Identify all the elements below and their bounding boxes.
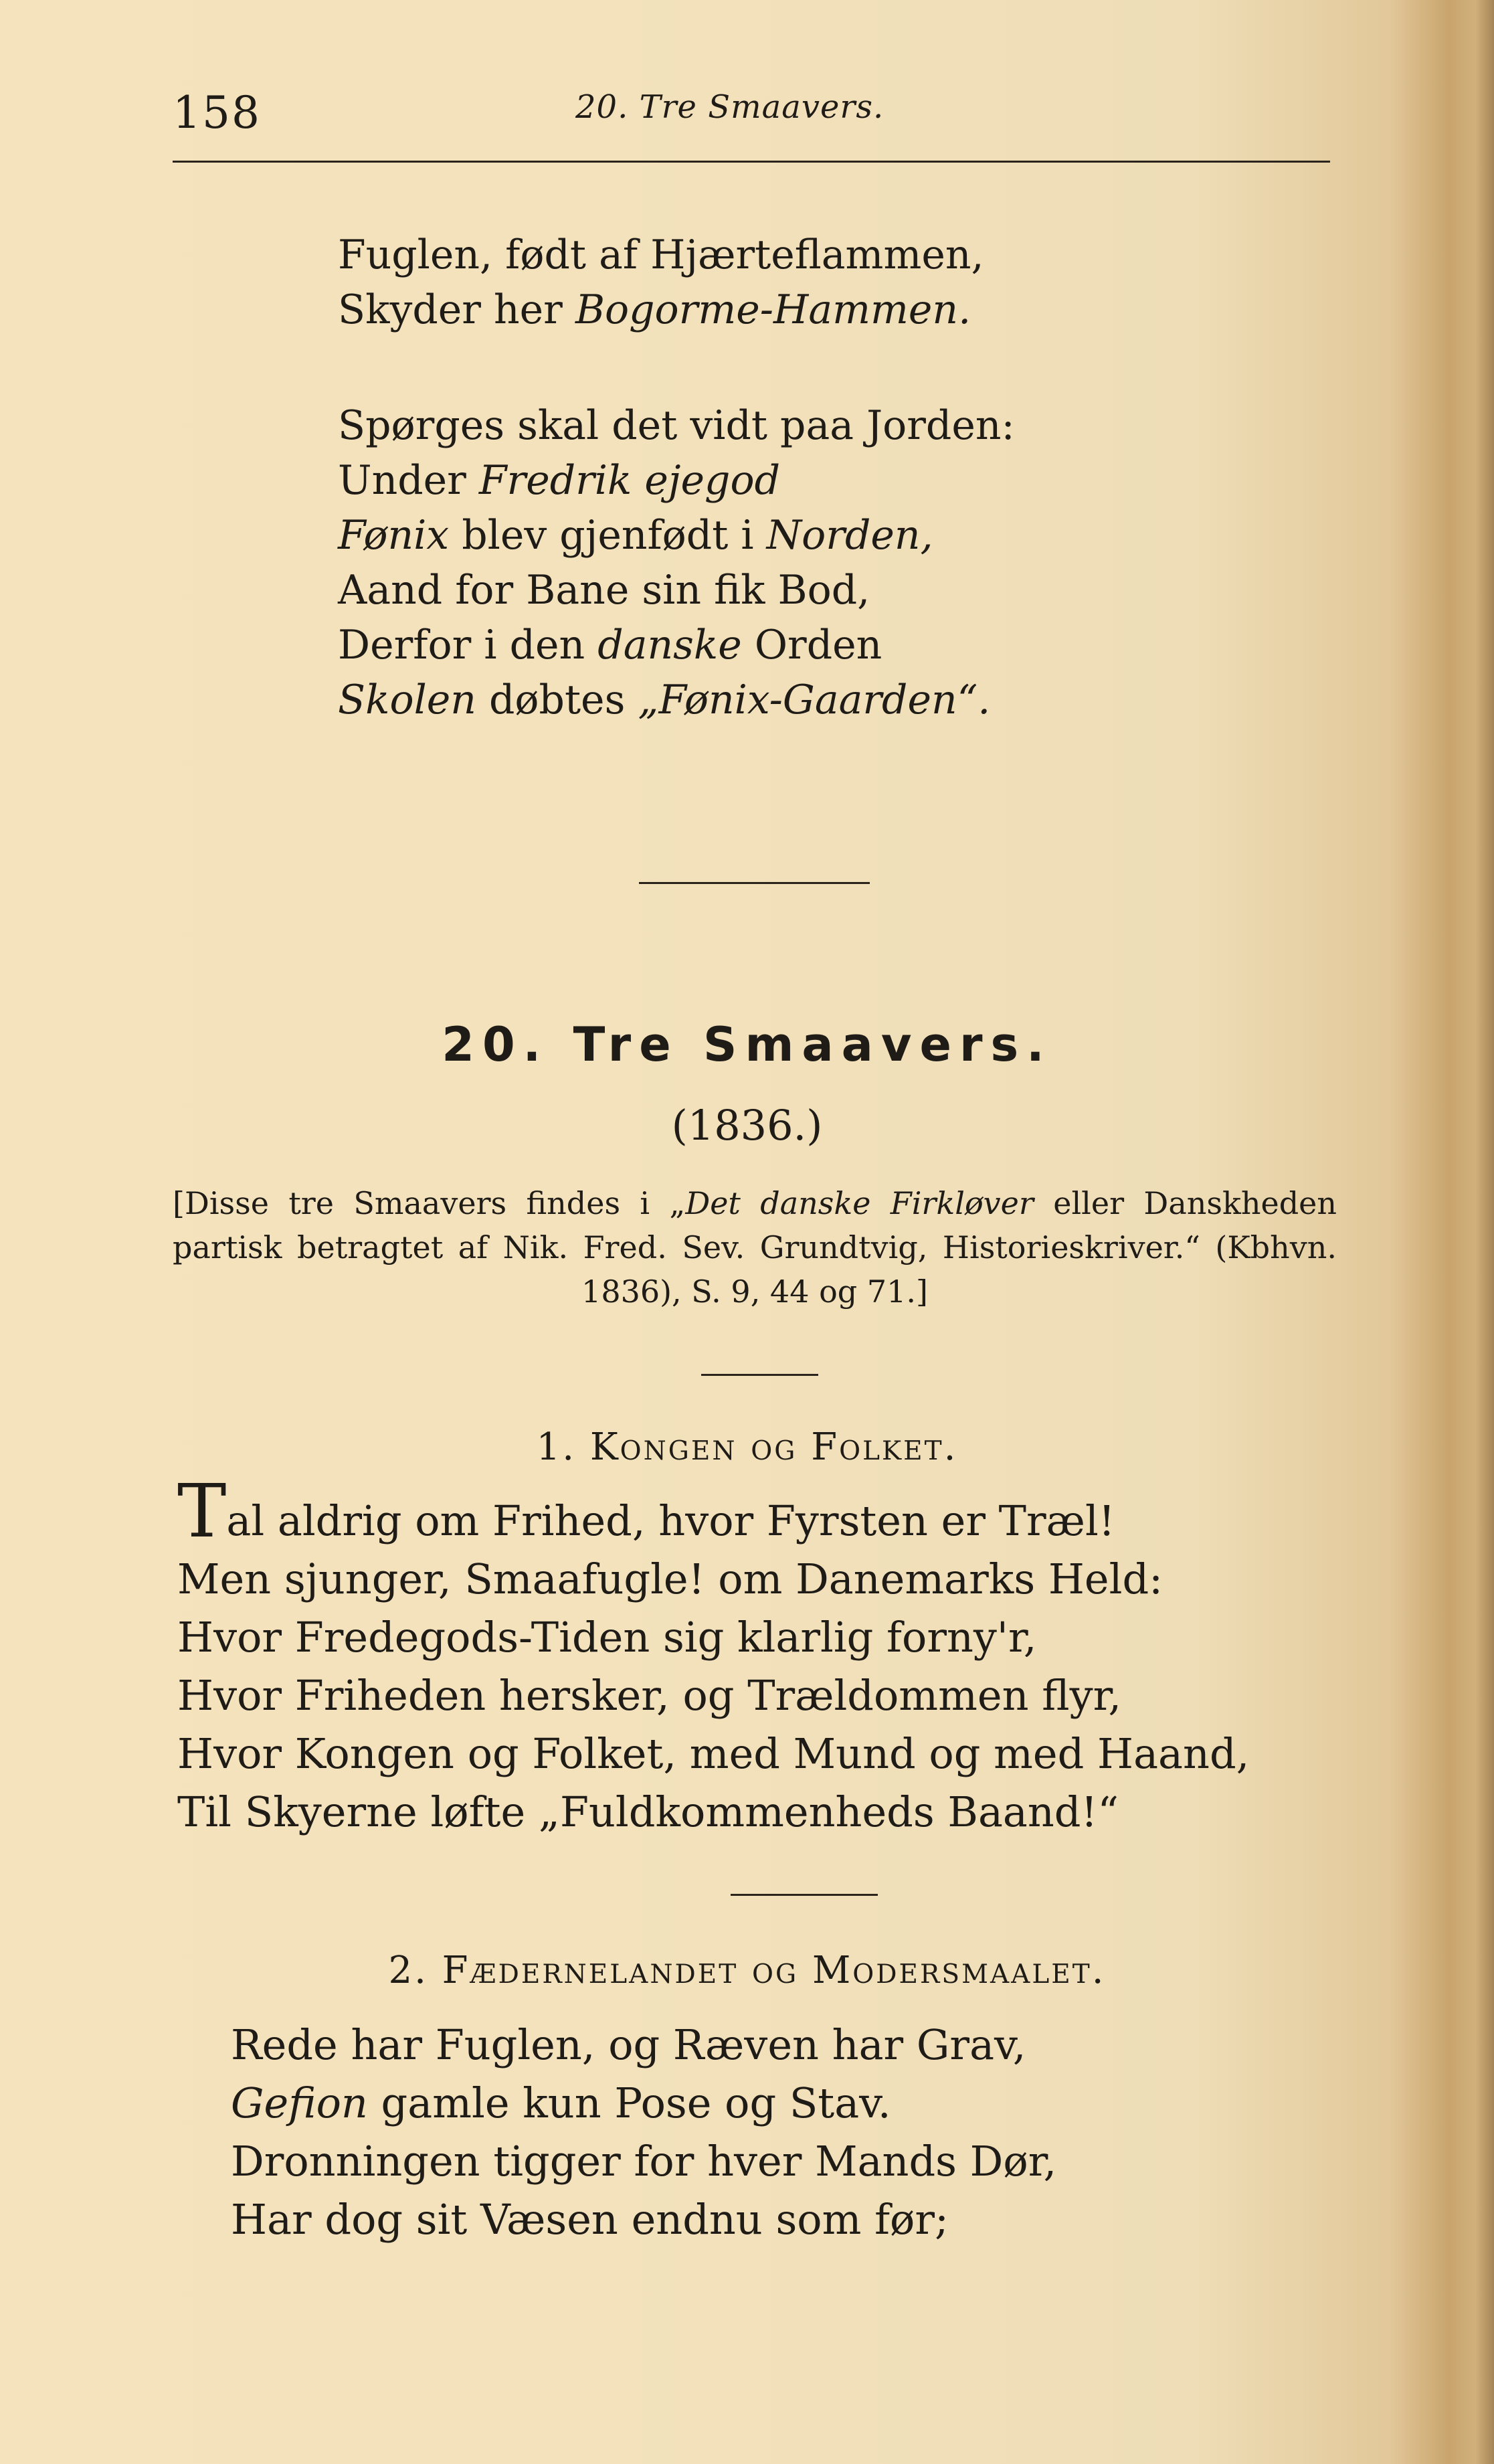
verse-line	[338, 228, 984, 282]
verse-text: Skyder her	[338, 286, 575, 333]
verse-line	[338, 618, 1015, 673]
verse-line	[338, 673, 1015, 727]
verse-text: Spørges skal det vidt paa Jorden:	[338, 402, 1015, 449]
verse-line	[177, 1468, 1249, 1554]
verse-text: Rede har Fuglen, og Ræven har Grav,	[231, 2020, 1026, 2069]
verse-line	[231, 2016, 1056, 2074]
editorial-note	[173, 1181, 1337, 1314]
verse-text: [Disse tre Smaavers findes i „	[173, 1185, 686, 1221]
verse-line	[338, 453, 1015, 508]
note-divider	[701, 1374, 818, 1376]
italic-text: Norden,	[766, 512, 933, 559]
verse-line	[338, 398, 1015, 453]
italic-text: Det danske Firkløver	[685, 1185, 1034, 1221]
verse-text: Derfor i den	[338, 622, 598, 669]
section-title: 20. Tre Smaavers.	[442, 1017, 1052, 1072]
italic-text: Skolen	[338, 677, 476, 723]
section-year: (1836.)	[671, 1101, 823, 1150]
header-rule	[173, 161, 1330, 163]
verse-text: al aldrig om Frihed, hvor Fyrsten er Træl!	[226, 1496, 1115, 1545]
verse-line	[338, 563, 1015, 618]
verse-text: Har dog sit Væsen endnu som før;	[231, 2195, 949, 2244]
page-edge-shadow	[1475, 0, 1494, 2464]
poem1-verse	[177, 1468, 1250, 1841]
italic-text: „Fønix-Gaarden“.	[638, 677, 991, 723]
verse-text: Orden	[741, 622, 882, 669]
verse-line: Hvor Friheden hersker, og Trældommen flyr,	[177, 1671, 1122, 1720]
verse-line	[231, 2132, 1056, 2190]
poem-divider	[731, 1894, 878, 1896]
page-number: 158	[173, 87, 261, 139]
running-head: 20. Tre Smaavers.	[575, 88, 884, 126]
verse-line: Men sjunger, Smaafugle! om Danemarks Held:	[177, 1555, 1163, 1603]
poem1-heading: 1. Kongen og Folket.	[536, 1425, 958, 1469]
verse-text: blev gjenfødt i	[449, 512, 767, 559]
verse-line	[231, 2190, 1056, 2249]
verse-text: døbtes	[476, 677, 638, 723]
verse-text: Aand for Bane sin fik Bod,	[338, 567, 870, 614]
italic-text: Fønix	[338, 512, 450, 559]
verse-line	[338, 282, 984, 337]
stanza-second	[338, 398, 1015, 727]
verse-text: eller Danskheden partisk betragtet af Nik. Fred. Sev. Grundtvig, Historieskriver.“ (Kbhvn. 1836), S. 9, 44 og 71.]	[173, 1185, 1337, 1310]
verse-line	[231, 2074, 1056, 2132]
italic-text: danske	[597, 622, 742, 669]
verse-line: Hvor Fredegods-Tiden sig klarlig forny'r,	[177, 1613, 1037, 1662]
stanza-top	[338, 228, 984, 337]
italic-text: Gefion	[231, 2079, 368, 2127]
italic-text: Fredrik ejegod	[478, 457, 780, 504]
drop-cap: T	[177, 1468, 227, 1554]
verse-text: Dronningen tigger for hver Mands Dør,	[231, 2137, 1057, 2186]
verse-line	[338, 508, 1015, 563]
poem2-heading: 2. Fædernelandet og Modersmaalet.	[388, 1949, 1106, 1992]
italic-text: Bogorme-Hammen.	[575, 286, 971, 333]
section-divider	[639, 882, 870, 884]
verse-line: Hvor Kongen og Folket, med Mund og med Haand,	[177, 1729, 1250, 1778]
poem2-verse	[231, 2016, 1056, 2249]
verse-text: Fuglen, født af Hjærteflammen,	[338, 232, 984, 278]
verse-text: gamle kun Pose og Stav.	[367, 2079, 891, 2127]
verse-text: Under	[338, 457, 479, 504]
verse-line: Til Skyerne løfte „Fuldkommenheds Baand!“	[177, 1787, 1119, 1836]
